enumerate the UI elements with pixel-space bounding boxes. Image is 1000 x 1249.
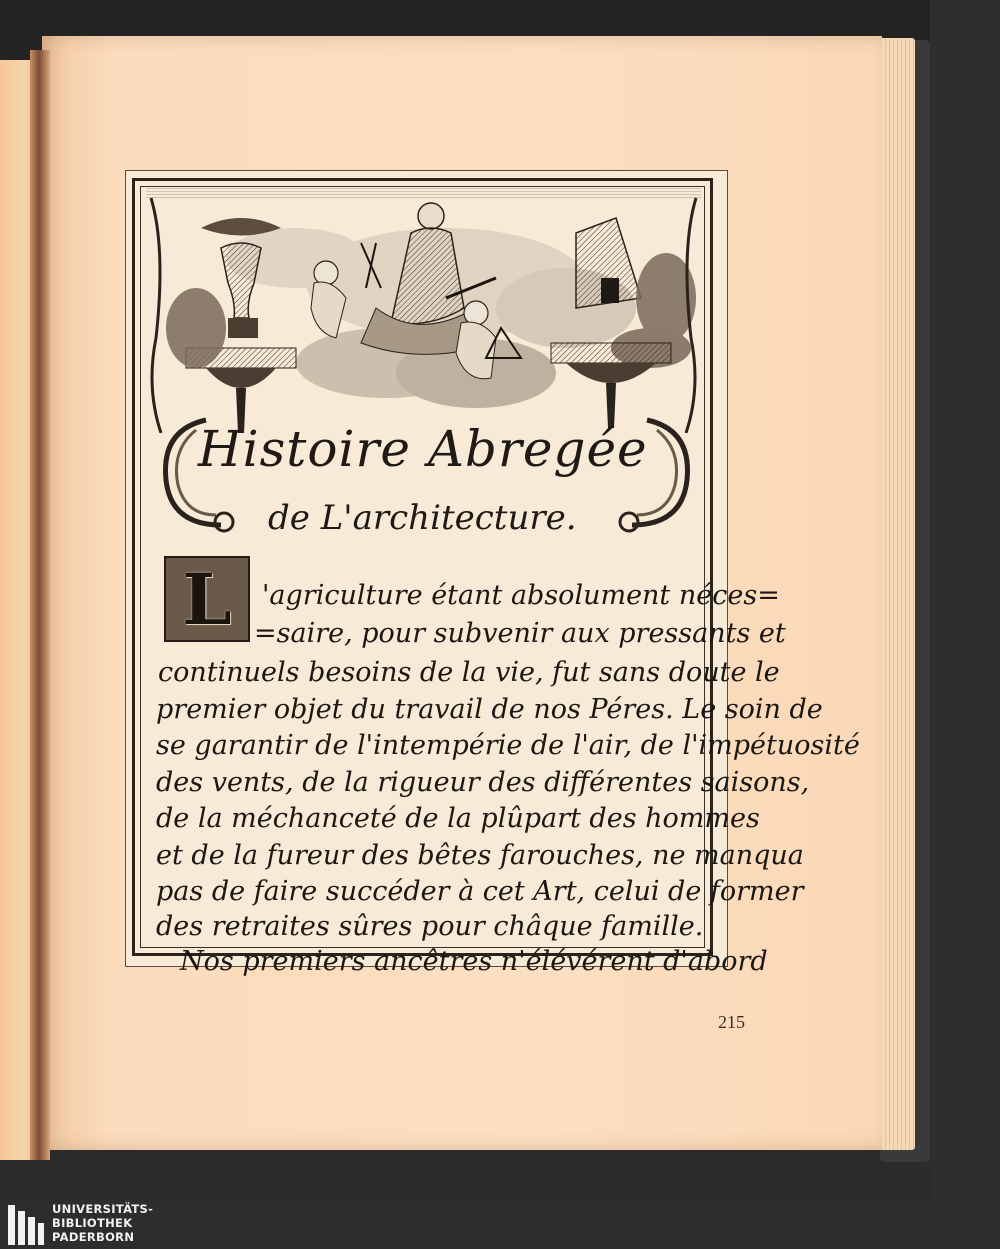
scanner-background-right: [930, 0, 1000, 1200]
page-number: 215: [718, 1012, 745, 1032]
library-name-line: PADERBORN: [52, 1230, 135, 1244]
plate-subtitle: de L'architecture.: [268, 498, 577, 538]
drop-cap-ornament: [164, 556, 250, 642]
text-line: pas de faire succéder à cet Art, celui de former: [156, 876, 804, 907]
library-name: [52, 1202, 153, 1244]
library-name-line: UNIVERSITÄTS-: [52, 1202, 154, 1216]
text-line: premier objet du travail de nos Péres. Le soin de: [156, 694, 823, 725]
text-line: Nos premiers ancêtres n'élévérent d'abord: [180, 946, 768, 977]
text-line: des retraites sûres pour châque famille.: [156, 911, 704, 942]
text-line: se garantir de l'intempérie de l'air, de l'impétuosité: [156, 730, 860, 761]
text-line: des vents, de la rigueur des différentes saisons,: [156, 767, 810, 798]
text-line: de la méchanceté de la plûpart des hommes: [156, 803, 760, 834]
library-name-line: BIBLIOTHEK: [52, 1216, 133, 1230]
engraved-vignette-illustration: [146, 188, 701, 433]
text-line: continuels besoins de la vie, fut sans doute le: [158, 657, 780, 688]
drop-cap-letter: L: [182, 557, 232, 641]
text-line: =saire, pour subvenir aux pressants et: [254, 618, 786, 649]
book-gutter: [30, 50, 50, 1160]
text-line: et de la fureur des bêtes farouches, ne manqua: [156, 840, 804, 871]
library-logo-icon: [6, 1203, 46, 1247]
plate-title: Histoire Abregée: [198, 420, 648, 478]
text-line: 'agriculture étant absolument néces=: [262, 580, 780, 611]
